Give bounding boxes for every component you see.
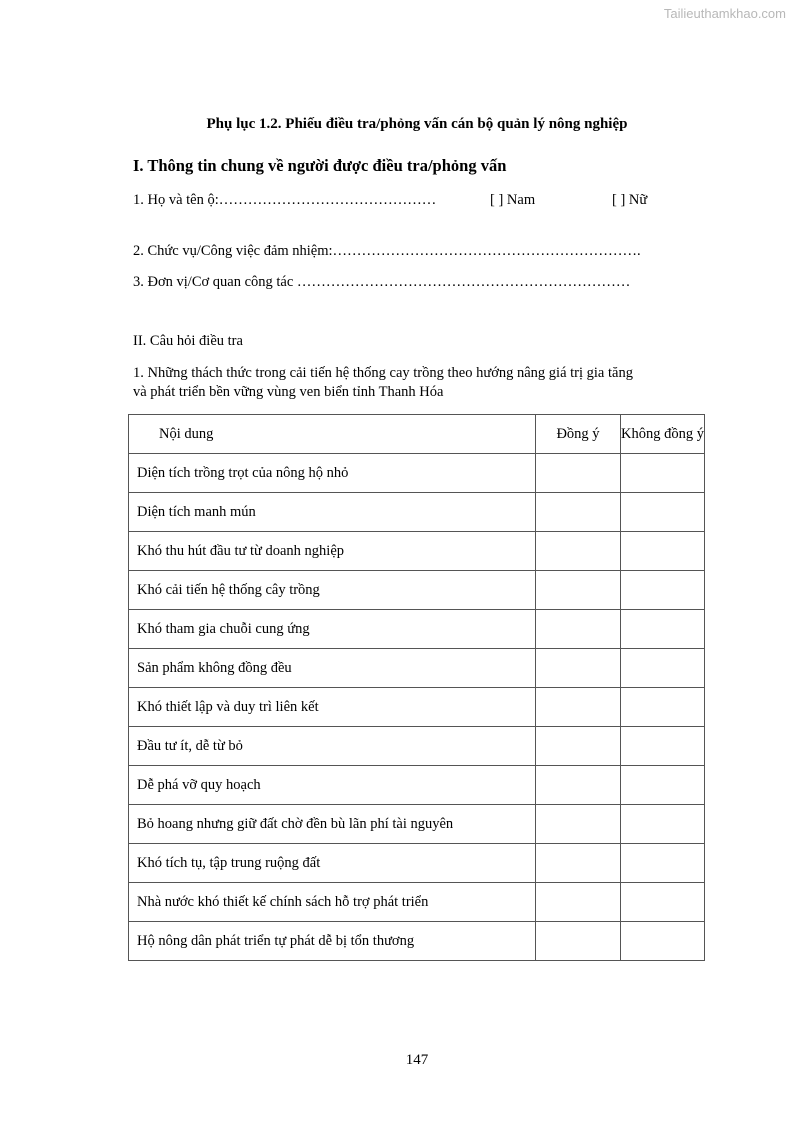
row-label: Khó tham gia chuỗi cung ứng — [129, 610, 536, 649]
question-1-text: 1. Những thách thức trong cải tiến hệ thống cay trồng theo hướng nâng giá trị gia tăng — [133, 365, 633, 381]
question-1-text-cont: và phát triển bền vững vùng ven biển tỉnh Thanh Hóa — [133, 384, 444, 400]
disagree-cell[interactable] — [621, 454, 705, 493]
agree-cell[interactable] — [536, 844, 621, 883]
agree-cell[interactable] — [536, 610, 621, 649]
row-label: Khó cải tiến hệ thống cây trồng — [129, 571, 536, 610]
agree-cell[interactable] — [536, 649, 621, 688]
row-label: Khó thu hút đầu tư từ doanh nghiệp — [129, 532, 536, 571]
agree-cell[interactable] — [536, 493, 621, 532]
agree-cell[interactable] — [536, 454, 621, 493]
name-field-line[interactable]: 1. Họ và tên ộ:……………………………………… — [133, 192, 437, 208]
gender-female-checkbox[interactable]: [ ] Nữ — [612, 192, 648, 208]
table-row — [129, 805, 705, 844]
table-header-row — [129, 415, 705, 454]
table-row — [129, 883, 705, 922]
agree-cell[interactable] — [536, 532, 621, 571]
row-label: Dễ phá vỡ quy hoạch — [129, 766, 536, 805]
unit-field-line[interactable]: 3. Đơn vị/Cơ quan công tác …………………………………………………………… — [133, 274, 631, 290]
header-agree: Đồng ý — [536, 415, 621, 454]
disagree-cell[interactable] — [621, 727, 705, 766]
table-row — [129, 454, 705, 493]
disagree-cell[interactable] — [621, 649, 705, 688]
disagree-cell[interactable] — [621, 844, 705, 883]
disagree-cell[interactable] — [621, 532, 705, 571]
table-row — [129, 532, 705, 571]
section-2-heading: II. Câu hỏi điều tra — [133, 333, 243, 349]
agree-cell[interactable] — [536, 571, 621, 610]
section-1-heading: I. Thông tin chung về người được điều tra/phỏng vấn — [133, 156, 507, 175]
agree-cell[interactable] — [536, 688, 621, 727]
row-label: Bỏ hoang nhưng giữ đất chờ đền bù lãn phí tài nguyên — [129, 805, 536, 844]
table-row — [129, 571, 705, 610]
disagree-cell[interactable] — [621, 805, 705, 844]
row-label: Hộ nông dân phát triển tự phát dễ bị tổn thương — [129, 922, 536, 961]
page-number: 147 — [405, 1052, 429, 1068]
position-field-line[interactable]: 2. Chức vụ/Công việc đảm nhiệm:………………………………………………………. — [133, 243, 641, 259]
table-row — [129, 688, 705, 727]
agree-cell[interactable] — [536, 727, 621, 766]
agree-cell[interactable] — [536, 766, 621, 805]
disagree-cell[interactable] — [621, 493, 705, 532]
survey-table — [128, 414, 705, 961]
row-label: Đầu tư ít, dễ từ bỏ — [129, 727, 536, 766]
disagree-cell[interactable] — [621, 922, 705, 961]
watermark: Tailieuthamkhao.com — [663, 6, 786, 21]
header-disagree: Không đồng ý — [621, 415, 705, 454]
table-row — [129, 766, 705, 805]
disagree-cell[interactable] — [621, 610, 705, 649]
agree-cell[interactable] — [536, 805, 621, 844]
row-label: Diện tích manh mún — [129, 493, 536, 532]
disagree-cell[interactable] — [621, 688, 705, 727]
agree-cell[interactable] — [536, 922, 621, 961]
gender-male-checkbox[interactable]: [ ] Nam — [490, 192, 536, 208]
table-row — [129, 649, 705, 688]
table-row — [129, 844, 705, 883]
row-label: Khó tích tụ, tập trung ruộng đất — [129, 844, 536, 883]
header-content: Nội dung — [129, 415, 536, 454]
disagree-cell[interactable] — [621, 766, 705, 805]
disagree-cell[interactable] — [621, 883, 705, 922]
row-label: Sản phẩm không đồng đều — [129, 649, 536, 688]
table-row — [129, 610, 705, 649]
disagree-cell[interactable] — [621, 571, 705, 610]
table-row — [129, 922, 705, 961]
row-label: Nhà nước khó thiết kế chính sách hỗ trợ phát triển — [129, 883, 536, 922]
row-label: Diện tích trồng trọt của nông hộ nhỏ — [129, 454, 536, 493]
row-label: Khó thiết lập và duy trì liên kết — [129, 688, 536, 727]
page-title: Phụ lục 1.2. Phiếu điều tra/phỏng vấn cán bộ quản lý nông nghiệp — [206, 116, 628, 132]
table-row — [129, 727, 705, 766]
agree-cell[interactable] — [536, 883, 621, 922]
table-row — [129, 493, 705, 532]
